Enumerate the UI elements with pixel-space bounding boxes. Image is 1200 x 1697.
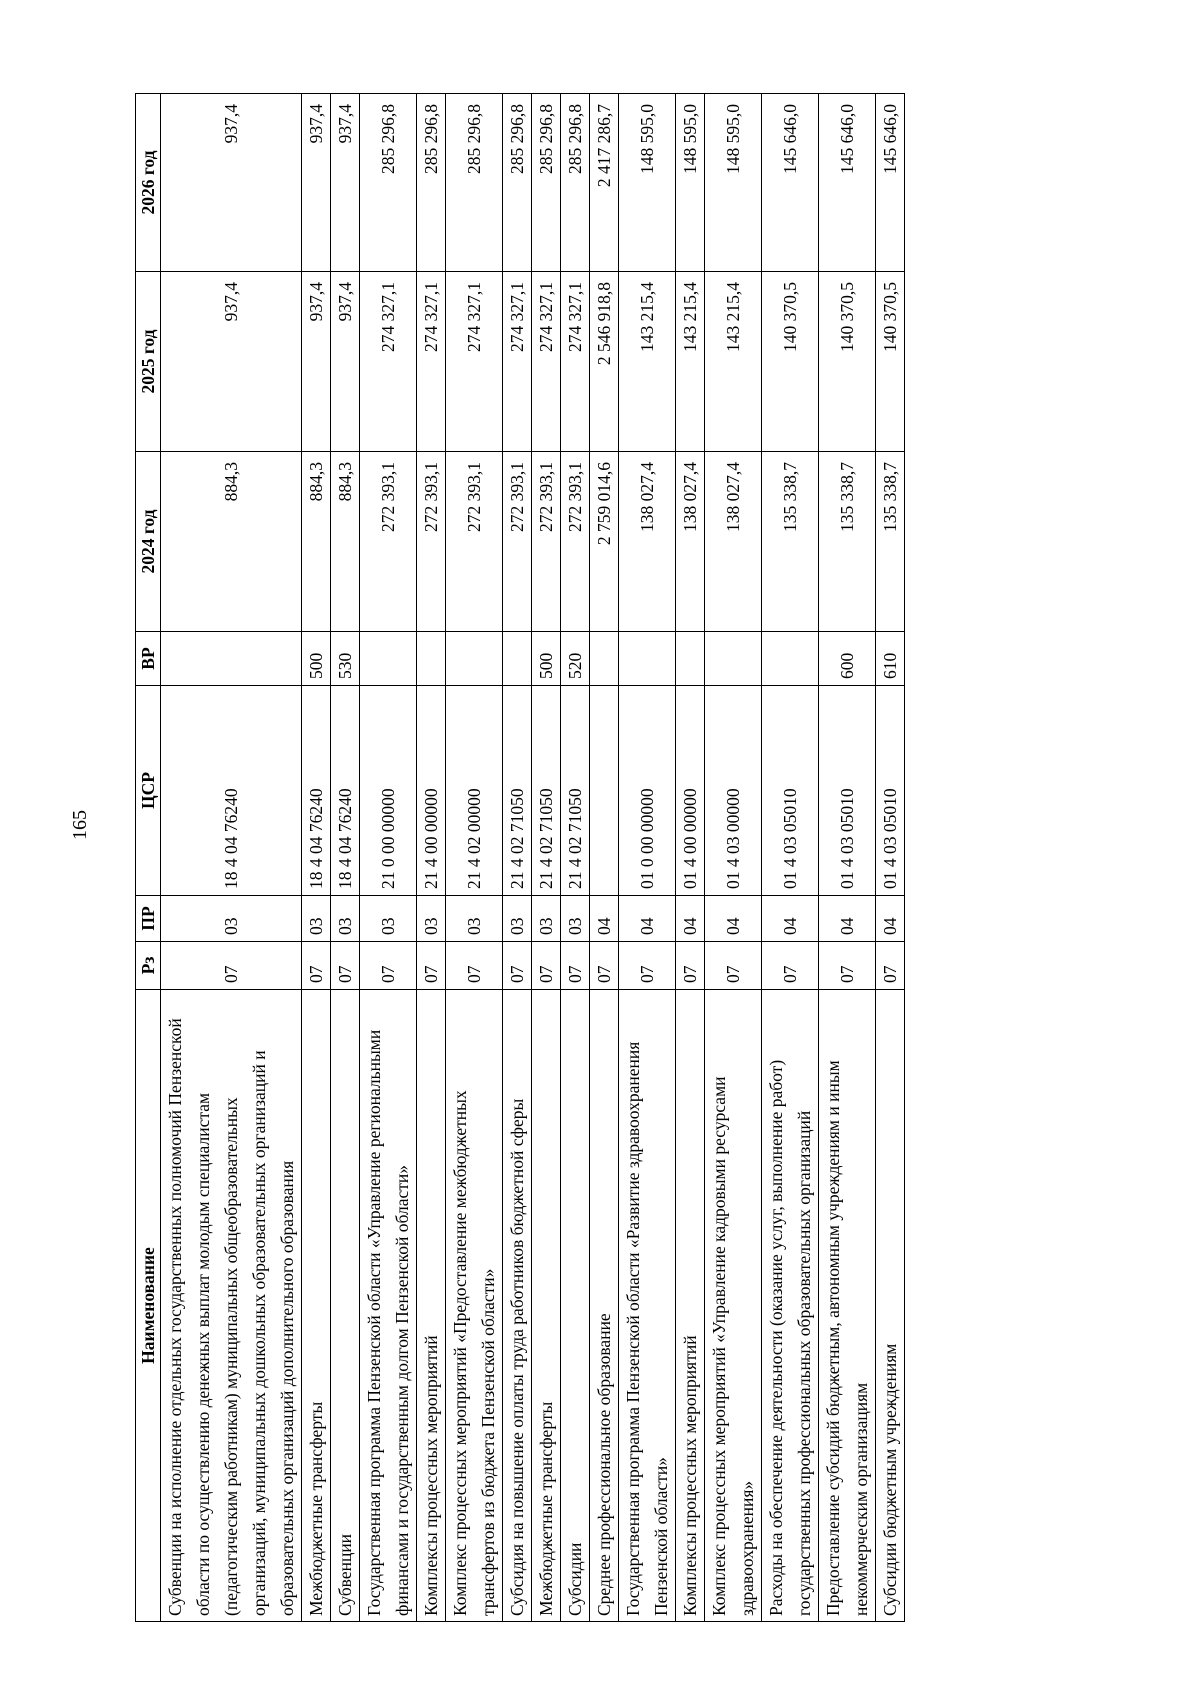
row-csr: 21 0 00 00000 [360,686,417,896]
row-csr: 21 4 02 71050 [561,686,590,896]
row-vr [705,632,762,686]
row-name: Государственная программа Пензенской области «Управление региональными финансами и государственным долгом Пензенской области» [360,990,417,1622]
row-2026: 148 595,0 [705,94,762,272]
row-csr: 01 4 03 05010 [762,686,819,896]
table-row [331,94,360,1622]
row-2026: 937,4 [331,94,360,272]
row-2024: 884,3 [331,452,360,632]
row-2024: 272 393,1 [360,452,417,632]
row-2025: 143 215,4 [676,272,705,452]
row-rz: 07 [676,942,705,990]
row-2024: 135 338,7 [762,452,819,632]
row-csr: 18 4 04 76240 [161,686,302,896]
row-rz: 07 [161,942,302,990]
row-pr: 04 [619,896,676,942]
row-vr [161,632,302,686]
row-2025: 140 370,5 [819,272,876,452]
row-2025: 274 327,1 [360,272,417,452]
row-2025: 274 327,1 [417,272,446,452]
row-vr: 610 [876,632,905,686]
row-2024: 884,3 [302,452,331,632]
row-pr: 04 [705,896,762,942]
row-csr: 01 4 03 05010 [876,686,905,896]
row-name: Среднее профессиональное образование [590,990,619,1622]
row-csr: 18 4 04 76240 [302,686,331,896]
header-2025: 2025 год [136,272,161,452]
header-csr: ЦСР [136,686,161,896]
row-2026: 148 595,0 [676,94,705,272]
row-pr: 03 [561,896,590,942]
table-row [676,94,705,1622]
row-2026: 285 296,8 [561,94,590,272]
row-rz: 07 [532,942,561,990]
row-vr: 600 [819,632,876,686]
table-header [136,94,161,1622]
row-csr [590,686,619,896]
table-row [532,94,561,1622]
row-rz: 07 [590,942,619,990]
row-pr: 03 [302,896,331,942]
row-name: Предоставление субсидий бюджетным, автономным учреждениям и иным некоммерческим организациям [819,990,876,1622]
row-2026: 285 296,8 [446,94,503,272]
row-pr: 03 [161,896,302,942]
row-2024: 138 027,4 [705,452,762,632]
row-rz: 07 [302,942,331,990]
row-rz: 07 [762,942,819,990]
row-2024: 272 393,1 [446,452,503,632]
row-2026: 148 595,0 [619,94,676,272]
row-2024: 138 027,4 [619,452,676,632]
row-2026: 285 296,8 [417,94,446,272]
row-name: Субсидии [561,990,590,1622]
row-vr [360,632,417,686]
row-csr: 21 4 00 00000 [417,686,446,896]
row-name: Субвенции на исполнение отдельных государственных полномочий Пензенской области по осуществлению денежных выплат молодым специалистам (педагогическим работникам) муниципальных общеобразовательных организаций, муниципальных дошкольных образовательных организаций и образовательных организаций дополнительного образования [161,990,302,1622]
row-csr: 01 4 03 05010 [819,686,876,896]
row-vr [619,632,676,686]
row-2026: 2 417 286,7 [590,94,619,272]
row-2025: 140 370,5 [876,272,905,452]
row-2025: 2 546 918,8 [590,272,619,452]
row-pr: 03 [503,896,532,942]
row-2025: 937,4 [331,272,360,452]
row-2025: 274 327,1 [561,272,590,452]
row-2025: 140 370,5 [762,272,819,452]
row-vr [417,632,446,686]
table-row [302,94,331,1622]
row-pr: 04 [676,896,705,942]
row-2026: 937,4 [302,94,331,272]
row-rz: 07 [360,942,417,990]
row-pr: 03 [532,896,561,942]
row-2026: 937,4 [161,94,302,272]
row-rz: 07 [417,942,446,990]
row-name: Межбюджетные трансферты [302,990,331,1622]
row-vr: 520 [561,632,590,686]
row-2026: 285 296,8 [503,94,532,272]
row-csr: 01 0 00 00000 [619,686,676,896]
row-2024: 2 759 014,6 [590,452,619,632]
page-number: 165 [69,810,91,840]
row-2024: 135 338,7 [876,452,905,632]
header-name: Наименование [136,990,161,1622]
row-csr: 18 4 04 76240 [331,686,360,896]
row-csr: 01 4 00 00000 [676,686,705,896]
row-rz: 07 [446,942,503,990]
row-2024: 135 338,7 [819,452,876,632]
row-csr: 21 4 02 71050 [532,686,561,896]
row-2024: 272 393,1 [561,452,590,632]
header-vr: ВР [136,632,161,686]
row-pr: 04 [819,896,876,942]
row-rz: 07 [561,942,590,990]
row-2025: 274 327,1 [503,272,532,452]
header-rz: Рз [136,942,161,990]
row-2024: 884,3 [161,452,302,632]
row-name: Субсидии бюджетным учреждениям [876,990,905,1622]
row-2024: 138 027,4 [676,452,705,632]
row-2026: 145 646,0 [819,94,876,272]
row-pr: 03 [360,896,417,942]
budget-table [135,93,905,1622]
row-name: Расходы на обеспечение деятельности (оказание услуг, выполнение работ) государственных профессиональных образовательных организаций [762,990,819,1622]
header-pr: ПР [136,896,161,942]
row-name: Комплексы процессных мероприятий [417,990,446,1622]
row-rz: 07 [705,942,762,990]
table-row [561,94,590,1622]
row-name: Межбюджетные трансферты [532,990,561,1622]
row-rz: 07 [619,942,676,990]
row-rz: 07 [331,942,360,990]
row-name: Комплекс процессных мероприятий «Управление кадровыми ресурсами здравоохранения» [705,990,762,1622]
table-row [417,94,446,1622]
row-2026: 145 646,0 [762,94,819,272]
table-row [876,94,905,1622]
row-vr [590,632,619,686]
table-row [503,94,532,1622]
row-name: Субвенции [331,990,360,1622]
table-row [705,94,762,1622]
row-pr: 03 [331,896,360,942]
row-vr: 500 [302,632,331,686]
row-2025: 937,4 [161,272,302,452]
row-pr: 03 [417,896,446,942]
row-2026: 145 646,0 [876,94,905,272]
row-pr: 04 [590,896,619,942]
row-rz: 07 [503,942,532,990]
row-2026: 285 296,8 [532,94,561,272]
row-2025: 143 215,4 [705,272,762,452]
row-csr: 21 4 02 71050 [503,686,532,896]
table-row [161,94,302,1622]
table-row [446,94,503,1622]
table-row [360,94,417,1622]
row-vr [503,632,532,686]
row-2025: 937,4 [302,272,331,452]
row-name: Комплексы процессных мероприятий [676,990,705,1622]
row-2025: 274 327,1 [532,272,561,452]
row-vr [762,632,819,686]
row-vr: 530 [331,632,360,686]
row-vr: 500 [532,632,561,686]
row-2025: 143 215,4 [619,272,676,452]
table-body [161,94,905,1622]
row-name: Субсидия на повышение оплаты труда работников бюджетной сферы [503,990,532,1622]
row-pr: 03 [446,896,503,942]
row-2024: 272 393,1 [532,452,561,632]
row-csr: 01 4 03 00000 [705,686,762,896]
row-pr: 04 [762,896,819,942]
row-rz: 07 [819,942,876,990]
row-vr [676,632,705,686]
table-row [762,94,819,1622]
row-2024: 272 393,1 [503,452,532,632]
table-row [819,94,876,1622]
row-pr: 04 [876,896,905,942]
header-2026: 2026 год [136,94,161,272]
row-csr: 21 4 02 00000 [446,686,503,896]
row-2024: 272 393,1 [417,452,446,632]
rotated-table-container [135,94,1060,1622]
row-vr [446,632,503,686]
header-row [136,94,161,1622]
table-row [590,94,619,1622]
row-rz: 07 [876,942,905,990]
row-name: Государственная программа Пензенской области «Развитие здравоохранения Пензенской области» [619,990,676,1622]
table-row [619,94,676,1622]
header-2024: 2024 год [136,452,161,632]
row-2025: 274 327,1 [446,272,503,452]
row-2026: 285 296,8 [360,94,417,272]
row-name: Комплекс процессных мероприятий «Предоставление межбюджетных трансфертов из бюджета Пензенской области» [446,990,503,1622]
